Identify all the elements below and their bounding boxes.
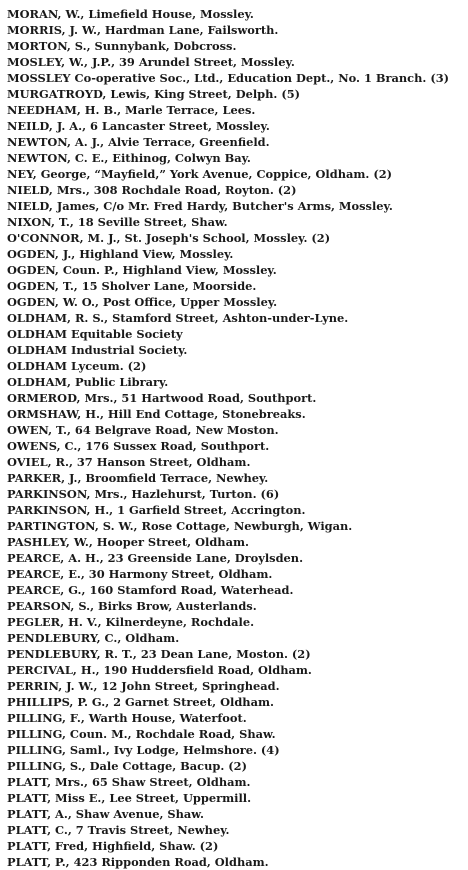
entry-details: J., Broomfield Terrace, Newhey.	[65, 471, 269, 485]
entry-surname: PENDLEBURY,	[7, 647, 101, 661]
entry-details: E., 30 Harmony Street, Oldham.	[64, 567, 273, 581]
entry-details: Mrs., 308 Rochdale Road, Royton. (2)	[52, 183, 297, 197]
list-item	[7, 710, 464, 726]
entry-details: R. T., 23 Dean Lane, Moston. (2)	[100, 647, 311, 661]
list-item	[7, 230, 464, 246]
entry-surname: MORRIS,	[7, 23, 66, 37]
list-item	[7, 246, 464, 262]
entry-surname: PLATT,	[7, 855, 52, 869]
entry-details: H. V., Kilnerdeyne, Rochdale.	[64, 615, 255, 629]
entry-surname: PARTINGTON,	[7, 519, 99, 533]
entry-surname: PLATT,	[7, 807, 52, 821]
list-item	[7, 134, 464, 150]
entry-surname: O'CONNOR,	[7, 231, 84, 245]
list-item	[7, 310, 464, 326]
list-item	[7, 742, 464, 758]
list-item	[7, 358, 464, 374]
entry-details: Lyceum. (2)	[67, 359, 147, 373]
entry-details: A., Shaw Avenue, Shaw.	[51, 807, 204, 821]
entry-surname: PEARSON,	[7, 599, 75, 613]
entry-details: P., 423 Ripponden Road, Oldham.	[51, 855, 269, 869]
entry-surname: NIELD,	[7, 199, 53, 213]
entry-surname: OGDEN,	[7, 247, 59, 261]
entry-surname: OGDEN,	[7, 263, 59, 277]
list-item	[7, 646, 464, 662]
entry-details: Lewis, King Street, Delph. (5)	[106, 87, 301, 101]
list-item	[7, 118, 464, 134]
list-item	[7, 262, 464, 278]
entry-surname: MORAN,	[7, 7, 62, 21]
list-item	[7, 86, 464, 102]
entry-details: M. J., St. Joseph's School, Mossley. (2)	[83, 231, 331, 245]
entry-details: G., 160 Stamford Road, Waterhead.	[64, 583, 294, 597]
list-item	[7, 518, 464, 534]
entry-surname: PEARCE,	[7, 583, 65, 597]
list-item	[7, 486, 464, 502]
entry-details: Equitable Society	[67, 327, 183, 341]
entry-details: R. S., Stamford Street, Ashton-under-Lyne.	[70, 311, 349, 325]
list-item	[7, 854, 464, 870]
list-item	[7, 390, 464, 406]
list-item	[7, 22, 464, 38]
list-item	[7, 422, 464, 438]
entry-details: C., 176 Sussex Road, Southport.	[60, 439, 270, 453]
entry-details: Coun. M., Rochdale Road, Shaw.	[65, 727, 276, 741]
list-item	[7, 326, 464, 342]
list-item	[7, 614, 464, 630]
list-item	[7, 166, 464, 182]
entry-surname: PILLING,	[7, 743, 66, 757]
entry-surname: PENDLEBURY,	[7, 631, 101, 645]
list-item	[7, 438, 464, 454]
entry-surname: PERCIVAL,	[7, 663, 77, 677]
entry-details: C., 7 Travis Street, Newhey.	[51, 823, 230, 837]
subscriber-list	[7, 6, 464, 870]
entry-surname: NEILD,	[7, 119, 53, 133]
entry-details: A. J., Alvie Terrace, Greenfield.	[70, 135, 270, 149]
list-item	[7, 406, 464, 422]
entry-surname: PHILLIPS,	[7, 695, 74, 709]
entry-details: S. W., Rose Cottage, Newburgh, Wigan.	[98, 519, 353, 533]
list-item	[7, 582, 464, 598]
entry-details: George, “Mayfield,” York Avenue, Coppice, Oldham. (2)	[36, 167, 393, 181]
entry-details: C. E., Eithinog, Colwyn Bay.	[70, 151, 251, 165]
entry-surname: PARKINSON,	[7, 487, 91, 501]
entry-surname: OLDHAM	[7, 327, 68, 341]
entry-details: W. O., Post Office, Upper Mossley.	[58, 295, 278, 309]
list-item	[7, 278, 464, 294]
entry-surname: NEWTON,	[7, 151, 71, 165]
entry-details: S., Dale Cottage, Bacup. (2)	[65, 759, 247, 773]
entry-details: T., 18 Seville Street, Shaw.	[54, 215, 228, 229]
entry-details: H. B., Marle Terrace, Lees.	[80, 103, 256, 117]
list-item	[7, 790, 464, 806]
list-item	[7, 566, 464, 582]
entry-surname: PILLING,	[7, 727, 66, 741]
entry-surname: PASHLEY,	[7, 535, 70, 549]
entry-details: H., 1 Garfield Street, Accrington.	[90, 503, 306, 517]
entry-details: Mrs., 51 Hartwood Road, Southport.	[80, 391, 317, 405]
list-item	[7, 630, 464, 646]
entry-surname: PARKER,	[7, 471, 66, 485]
entry-details: T., 15 Sholver Lane, Moorside.	[58, 279, 257, 293]
entry-surname: NEEDHAM,	[7, 103, 81, 117]
entry-details: P. G., 2 Garnet Street, Oldham.	[73, 695, 274, 709]
list-item	[7, 150, 464, 166]
entry-surname: OWENS,	[7, 439, 61, 453]
list-item	[7, 214, 464, 230]
entry-surname: OGDEN,	[7, 295, 59, 309]
entry-surname: PEARCE,	[7, 551, 65, 565]
entry-details: S., Sunnybank, Dobcross.	[70, 39, 237, 53]
entry-details: Industrial Society.	[67, 343, 188, 357]
entry-surname: OLDHAM	[7, 359, 68, 373]
entry-details: H., 190 Huddersfield Road, Oldham.	[76, 663, 312, 677]
list-item	[7, 454, 464, 470]
entry-surname: OVIEL,	[7, 455, 52, 469]
entry-surname: NEY,	[7, 167, 37, 181]
entry-details: R., 37 Hanson Street, Oldham.	[51, 455, 251, 469]
list-item	[7, 70, 464, 86]
list-item	[7, 678, 464, 694]
entry-details: H., Hill End Cottage, Stonebreaks.	[81, 407, 306, 421]
entry-details: J. A., 6 Lancaster Street, Mossley.	[52, 119, 270, 133]
list-item	[7, 758, 464, 774]
entry-details: Mrs., 65 Shaw Street, Oldham.	[51, 775, 251, 789]
list-item	[7, 774, 464, 790]
list-item	[7, 198, 464, 214]
list-item	[7, 38, 464, 54]
list-item	[7, 342, 464, 358]
list-item	[7, 838, 464, 854]
entry-surname: PARKINSON,	[7, 503, 91, 517]
entry-surname: PLATT,	[7, 823, 52, 837]
entry-details: W., Limefield House, Mossley.	[61, 7, 254, 21]
entry-details: J. W., Hardman Lane, Failsworth.	[65, 23, 279, 37]
entry-surname: MURGATROYD,	[7, 87, 107, 101]
entry-surname: PEARCE,	[7, 567, 65, 581]
list-item	[7, 806, 464, 822]
list-item	[7, 102, 464, 118]
list-item	[7, 374, 464, 390]
entry-surname: PILLING,	[7, 711, 66, 725]
entry-details: Public Library.	[70, 375, 169, 389]
list-item	[7, 182, 464, 198]
entry-details: Fred, Highfield, Shaw. (2)	[51, 839, 219, 853]
entry-details: Miss E., Lee Street, Uppermill.	[51, 791, 252, 805]
entry-details: Saml., Ivy Lodge, Helmshore. (4)	[65, 743, 280, 757]
entry-details: J. W., 12 John Street, Springhead.	[62, 679, 280, 693]
entry-surname: PEGLER,	[7, 615, 65, 629]
entry-surname: PLATT,	[7, 791, 52, 805]
entry-details: F., Warth House, Waterfoot.	[65, 711, 247, 725]
entry-surname: OWEN,	[7, 423, 53, 437]
entry-surname: OGDEN,	[7, 279, 59, 293]
entry-surname: ORMEROD,	[7, 391, 81, 405]
entry-details: J., Highland View, Mossley.	[58, 247, 234, 261]
entry-surname: OLDHAM	[7, 343, 68, 357]
entry-details: W., J.P., 39 Arundel Street, Mossley.	[65, 55, 295, 69]
list-item	[7, 470, 464, 486]
list-item	[7, 6, 464, 22]
entry-surname: MORTON,	[7, 39, 71, 53]
entry-surname: NEWTON,	[7, 135, 71, 149]
list-item	[7, 534, 464, 550]
entry-surname: PLATT,	[7, 775, 52, 789]
entry-details: S., Birks Brow, Austerlands.	[74, 599, 257, 613]
entry-surname: MOSSLEY	[7, 71, 71, 85]
entry-details: C., Oldham.	[100, 631, 180, 645]
list-item	[7, 694, 464, 710]
entry-details: W., Hooper Street, Oldham.	[69, 535, 249, 549]
list-item	[7, 502, 464, 518]
list-item	[7, 662, 464, 678]
entry-details: James, C/o Mr. Fred Hardy, Butcher's Arms, Mossley.	[52, 199, 393, 213]
entry-surname: PERRIN,	[7, 679, 63, 693]
list-item	[7, 294, 464, 310]
entry-surname: OLDHAM,	[7, 311, 71, 325]
entry-details: A. H., 23 Greenside Lane, Droylsden.	[64, 551, 304, 565]
entry-surname: NIELD,	[7, 183, 53, 197]
list-item	[7, 550, 464, 566]
list-item	[7, 54, 464, 70]
list-item	[7, 598, 464, 614]
entry-details: Coun. P., Highland View, Mossley.	[58, 263, 277, 277]
entry-details: T., 64 Belgrave Road, New Moston.	[52, 423, 279, 437]
entry-surname: PILLING,	[7, 759, 66, 773]
entry-surname: PLATT,	[7, 839, 52, 853]
entry-surname: ORMSHAW,	[7, 407, 82, 421]
list-item	[7, 822, 464, 838]
list-item	[7, 726, 464, 742]
entry-details: Mrs., Hazlehurst, Turton. (6)	[90, 487, 280, 501]
entry-surname: NIXON,	[7, 215, 55, 229]
entry-details: Co-operative Soc., Ltd., Education Dept., No. 1 Branch. (3)	[70, 71, 450, 85]
entry-surname: OLDHAM,	[7, 375, 71, 389]
entry-surname: MOSLEY,	[7, 55, 66, 69]
